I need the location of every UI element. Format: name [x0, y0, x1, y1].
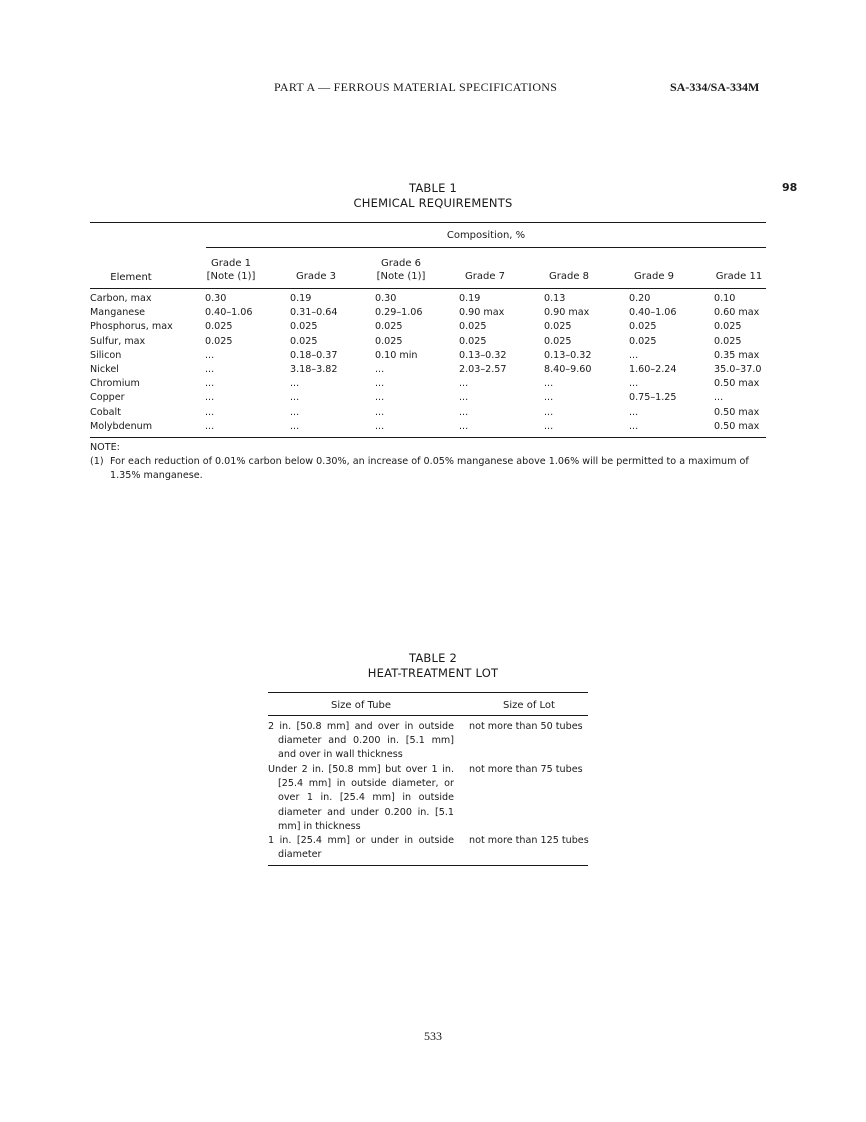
grade-1-header: Grade 1 [Note (1)]: [206, 258, 256, 282]
table-cell: 3.18–3.82: [290, 364, 338, 376]
table-cell: ...: [375, 420, 385, 432]
table-row: Molybdenum: [90, 420, 153, 432]
table-cell: ...: [205, 420, 215, 432]
table-cell: 0.90 max: [544, 307, 590, 319]
table1-caption: [0, 181, 866, 211]
table2-caption: [0, 651, 866, 681]
table2-number: TABLE 2: [409, 651, 457, 665]
table-cell: 0.31–0.64: [290, 307, 338, 319]
table-cell: ...: [459, 378, 469, 390]
table-cell: 0.025: [375, 335, 403, 347]
table-cell: ...: [544, 378, 554, 390]
running-header-spec: SA-334/SA-334M: [670, 80, 760, 94]
table-cell: ...: [290, 378, 300, 390]
table-cell: not more than 50 tubes: [469, 721, 583, 732]
table-cell: ...: [375, 378, 385, 390]
grade-6-header: Grade 6 [Note (1)]: [376, 258, 426, 282]
table1-bottom-rule: [90, 437, 766, 438]
note-text-line1: For each reduction of 0.01% carbon below 0.30%, an increase of 0.05% manganese above 1.06% will be permitted to a maximum of: [110, 456, 749, 467]
grade-3-header: Grade 3: [295, 271, 337, 282]
grade-7-header: Grade 7: [464, 271, 506, 282]
table-cell: 0.40–1.06: [629, 307, 677, 319]
table-cell: 0.29–1.06: [375, 307, 423, 319]
table1-group-header: Composition, %: [446, 230, 526, 241]
grade-9-header: Grade 9: [633, 271, 675, 282]
grade-1-column: [205, 292, 253, 434]
table-cell: ...: [375, 406, 385, 418]
table-cell: 0.10: [714, 293, 736, 304]
grade-6-column: [375, 292, 423, 434]
note-number: (1): [90, 456, 104, 467]
table-row: Cobalt: [90, 406, 121, 418]
table-cell: ...: [459, 406, 469, 418]
table-cell: ...: [714, 392, 724, 404]
table-row: 2 in. [50.8 mm] and over in outside diameter and 0.200 in. [5.1 mm] and over in wall thickness: [268, 721, 454, 761]
table-cell: 0.13–0.32: [459, 349, 507, 361]
table1-note: [90, 455, 766, 483]
table1-header-rule: [90, 288, 766, 289]
table-cell: 0.025: [290, 321, 318, 333]
table2-top-rule: [268, 692, 588, 693]
table-cell: 0.025: [290, 335, 318, 347]
grade-3-column: [290, 292, 338, 434]
table-row: Carbon, max: [90, 293, 152, 304]
table-cell: ...: [290, 406, 300, 418]
table-cell: 0.30: [375, 293, 397, 304]
grade-8-header: Grade 8: [548, 271, 590, 282]
table-cell: 0.90 max: [459, 307, 505, 319]
table-cell: ...: [205, 392, 215, 404]
table-cell: ...: [290, 392, 300, 404]
table-row: Chromium: [90, 378, 140, 390]
table-cell: 0.19: [290, 293, 312, 304]
table-cell: 35.0–37.0: [714, 364, 762, 376]
table-row: Sulfur, max: [90, 335, 146, 347]
table2-title: HEAT-TREATMENT LOT: [367, 666, 499, 680]
grade-7-column: [459, 292, 507, 434]
table-cell: 2.03–2.57: [459, 364, 507, 376]
page-number: 533: [424, 1029, 442, 1043]
table-cell: 0.025: [544, 335, 572, 347]
table-row: Under 2 in. [50.8 mm] but over 1 in. [25.4 mm] in outside diameter, or over 1 in. [25.4 mm] in outside diameter and under 0.200 in. [5.1 mm] in thickness: [268, 764, 454, 832]
table-cell: ...: [459, 420, 469, 432]
table-cell: 0.50 max: [714, 378, 760, 390]
table-cell: 0.025: [205, 321, 233, 333]
table-row: Copper: [90, 392, 125, 404]
table-cell: 0.025: [629, 321, 657, 333]
table-cell: ...: [375, 364, 385, 376]
table1-number: TABLE 1: [409, 181, 457, 195]
table-cell: ...: [205, 378, 215, 390]
table-cell: ...: [205, 364, 215, 376]
table-cell: 0.18–0.37: [290, 349, 338, 361]
side-page-number: 98: [782, 181, 798, 194]
table-cell: ...: [544, 420, 554, 432]
table-cell: 0.025: [714, 321, 742, 333]
table-row: Nickel: [90, 364, 119, 376]
table2-size-header: Size of Tube: [331, 700, 391, 711]
table1-title: CHEMICAL REQUIREMENTS: [353, 196, 513, 210]
running-header-part: PART A — FERROUS MATERIAL SPECIFICATIONS: [274, 80, 558, 94]
table-cell: 0.13: [544, 293, 566, 304]
table-cell: 0.025: [459, 335, 487, 347]
table-cell: ...: [290, 420, 300, 432]
table1-top-rule: [90, 222, 766, 223]
table-cell: 0.13–0.32: [544, 349, 592, 361]
table-cell: 0.75–1.25: [629, 392, 677, 404]
table-row: Manganese: [90, 307, 146, 319]
table-cell: 0.10 min: [375, 349, 418, 361]
table-cell: 0.025: [629, 335, 657, 347]
table-cell: 0.60 max: [714, 307, 760, 319]
table-cell: 0.20: [629, 293, 651, 304]
table2-header-rule: [268, 715, 588, 716]
table-cell: 0.50 max: [714, 420, 760, 432]
note-text-line2: 1.35% manganese.: [110, 470, 203, 481]
table1-group-rule: [206, 247, 766, 248]
table1-note-label: NOTE:: [90, 442, 120, 453]
table-cell: 0.025: [544, 321, 572, 333]
table-row: Phosphorus, max: [90, 321, 173, 333]
table-cell: ...: [544, 392, 554, 404]
grade-11-header: Grade 11: [715, 271, 763, 282]
grade-8-column: [544, 292, 592, 434]
table-cell: ...: [205, 406, 215, 418]
table-cell: 0.50 max: [714, 406, 760, 418]
table-cell: ...: [375, 392, 385, 404]
table-cell: 0.025: [375, 321, 403, 333]
table2-bottom-rule: [268, 865, 588, 866]
table-row: 1 in. [25.4 mm] or under in outside diameter: [268, 835, 454, 861]
table-cell: 0.30: [205, 293, 227, 304]
table-cell: 1.60–2.24: [629, 364, 677, 376]
table-cell: ...: [629, 406, 639, 418]
table-cell: ...: [205, 349, 215, 361]
table-cell: 0.025: [205, 335, 233, 347]
table-cell: 0.40–1.06: [205, 307, 253, 319]
table-cell: 8.40–9.60: [544, 364, 592, 376]
table-row: Silicon: [90, 349, 122, 361]
grade-11-column: [714, 292, 762, 434]
table1-element-column: [90, 292, 173, 434]
table-cell: 0.35 max: [714, 349, 760, 361]
table-cell: 0.025: [714, 335, 742, 347]
table-cell: not more than 75 tubes: [469, 764, 583, 775]
table2-lot-header: Size of Lot: [503, 700, 555, 711]
table-cell: ...: [544, 406, 554, 418]
table-cell: 0.025: [459, 321, 487, 333]
grade-9-column: [629, 292, 677, 434]
table-cell: ...: [629, 349, 639, 361]
table-cell: 0.19: [459, 293, 481, 304]
table-cell: ...: [459, 392, 469, 404]
table-cell: ...: [629, 420, 639, 432]
table-cell: ...: [629, 378, 639, 390]
table-cell: not more than 125 tubes: [469, 835, 589, 846]
table1-element-header: Element: [110, 272, 152, 283]
